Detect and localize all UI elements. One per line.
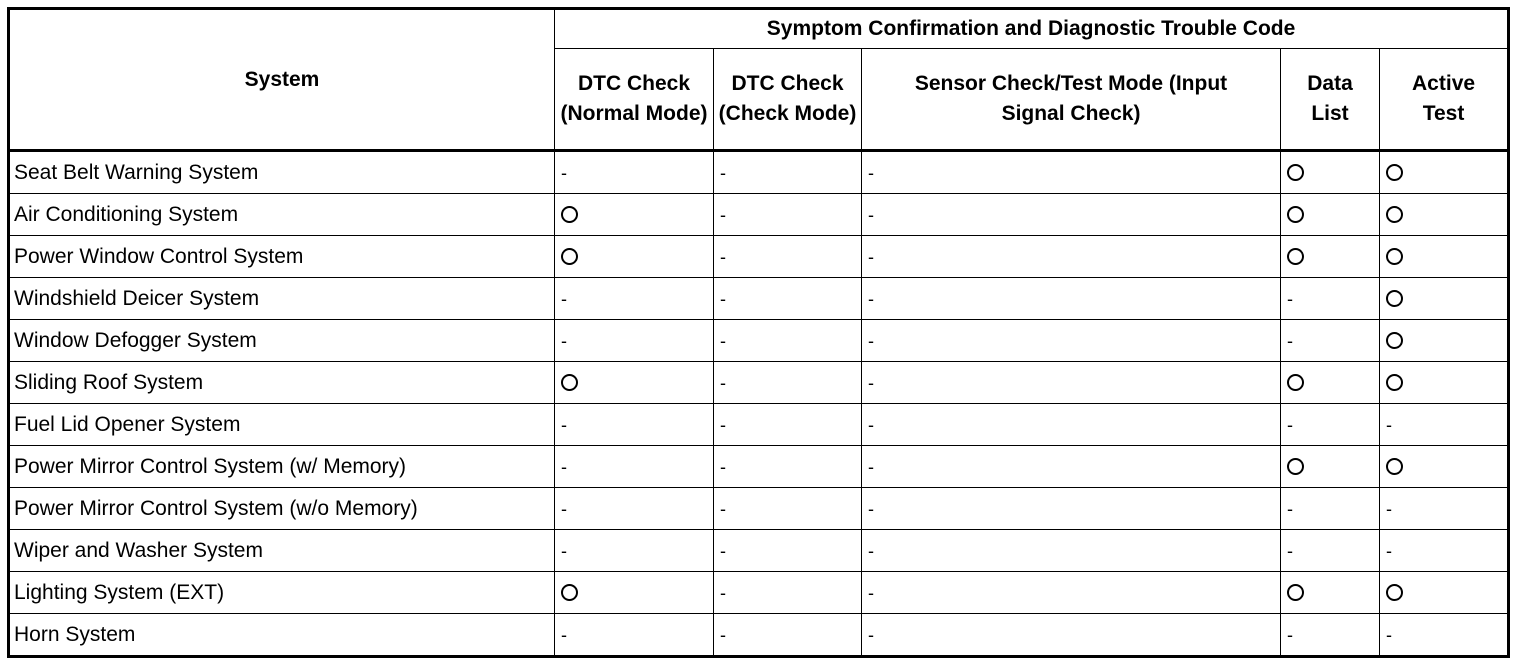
status-cell	[1380, 446, 1509, 488]
status-cell	[1281, 278, 1380, 320]
dash-mark: -	[1287, 330, 1293, 351]
dash-mark: -	[868, 162, 874, 183]
dash-mark: -	[868, 246, 874, 267]
circle-mark-icon	[1287, 374, 1304, 391]
system-name-cell: Power Window Control System	[9, 236, 555, 278]
dash-mark: -	[720, 498, 726, 519]
status-cell	[714, 572, 862, 614]
status-cell	[1281, 320, 1380, 362]
circle-mark-icon	[561, 206, 578, 223]
status-cell	[714, 446, 862, 488]
column-header-data-list: Data List	[1281, 49, 1380, 151]
status-cell	[1281, 488, 1380, 530]
status-cell	[862, 194, 1281, 236]
circle-mark-icon	[1386, 584, 1403, 601]
status-cell	[555, 194, 714, 236]
table-row	[9, 446, 1509, 488]
dash-mark: -	[720, 288, 726, 309]
status-cell	[862, 236, 1281, 278]
status-cell	[1281, 236, 1380, 278]
dash-mark: -	[1386, 540, 1392, 561]
system-name-cell: Power Mirror Control System (w/ Memory)	[9, 446, 555, 488]
status-cell	[862, 320, 1281, 362]
status-cell	[555, 151, 714, 194]
circle-mark-icon	[1386, 164, 1403, 181]
dash-mark: -	[561, 330, 567, 351]
circle-mark-icon	[1287, 206, 1304, 223]
system-name-cell: Seat Belt Warning System	[9, 151, 555, 194]
dash-mark: -	[720, 582, 726, 603]
status-cell	[714, 278, 862, 320]
dash-mark: -	[561, 414, 567, 435]
circle-mark-icon	[561, 584, 578, 601]
column-header-dtc-normal: DTC Check (Normal Mode)	[555, 49, 714, 151]
circle-mark-icon	[1386, 206, 1403, 223]
dash-mark: -	[561, 456, 567, 477]
status-cell	[555, 614, 714, 657]
status-cell	[714, 530, 862, 572]
column-header-dtc-check: DTC Check (Check Mode)	[714, 49, 862, 151]
dash-mark: -	[1287, 624, 1293, 645]
dash-mark: -	[868, 498, 874, 519]
status-cell	[1380, 236, 1509, 278]
status-cell	[555, 530, 714, 572]
status-cell	[714, 488, 862, 530]
dash-mark: -	[1287, 540, 1293, 561]
dash-mark: -	[868, 204, 874, 225]
column-header-sensor-check: Sensor Check/Test Mode (Input Signal Check)	[862, 49, 1281, 151]
status-cell	[1380, 362, 1509, 404]
status-cell	[1281, 194, 1380, 236]
dash-mark: -	[720, 246, 726, 267]
dash-mark: -	[561, 498, 567, 519]
system-name-cell: Fuel Lid Opener System	[9, 404, 555, 446]
dash-mark: -	[868, 582, 874, 603]
dash-mark: -	[868, 624, 874, 645]
status-cell	[862, 614, 1281, 657]
status-cell	[1380, 572, 1509, 614]
dash-mark: -	[1386, 624, 1392, 645]
table-row	[9, 404, 1509, 446]
status-cell	[1281, 446, 1380, 488]
circle-mark-icon	[1386, 332, 1403, 349]
diagnostic-table	[7, 7, 1510, 658]
dash-mark: -	[561, 288, 567, 309]
circle-mark-icon	[561, 248, 578, 265]
dash-mark: -	[868, 414, 874, 435]
system-column-header: System	[9, 9, 555, 151]
status-cell	[1380, 404, 1509, 446]
status-cell	[862, 404, 1281, 446]
status-cell	[555, 362, 714, 404]
diagnostic-table-container	[7, 7, 1507, 658]
system-name-cell: Air Conditioning System	[9, 194, 555, 236]
circle-mark-icon	[1386, 248, 1403, 265]
circle-mark-icon	[1287, 584, 1304, 601]
dash-mark: -	[868, 372, 874, 393]
dash-mark: -	[561, 540, 567, 561]
status-cell	[714, 151, 862, 194]
status-cell	[862, 488, 1281, 530]
dash-mark: -	[1386, 414, 1392, 435]
status-cell	[714, 614, 862, 657]
status-cell	[555, 488, 714, 530]
dash-mark: -	[720, 456, 726, 477]
status-cell	[1380, 151, 1509, 194]
dash-mark: -	[1287, 288, 1293, 309]
table-row	[9, 320, 1509, 362]
circle-mark-icon	[1287, 164, 1304, 181]
dash-mark: -	[561, 162, 567, 183]
dash-mark: -	[1287, 414, 1293, 435]
circle-mark-icon	[1287, 458, 1304, 475]
status-cell	[1281, 572, 1380, 614]
status-cell	[1281, 151, 1380, 194]
status-cell	[714, 362, 862, 404]
dash-mark: -	[720, 540, 726, 561]
circle-mark-icon	[561, 374, 578, 391]
table-row	[9, 151, 1509, 194]
status-cell	[862, 362, 1281, 404]
status-cell	[1380, 530, 1509, 572]
status-cell	[555, 320, 714, 362]
dash-mark: -	[1386, 498, 1392, 519]
table-row	[9, 488, 1509, 530]
table-row	[9, 236, 1509, 278]
status-cell	[862, 151, 1281, 194]
dash-mark: -	[720, 204, 726, 225]
table-row	[9, 572, 1509, 614]
status-cell	[1380, 488, 1509, 530]
status-cell	[714, 320, 862, 362]
status-cell	[1380, 320, 1509, 362]
system-name-cell: Windshield Deicer System	[9, 278, 555, 320]
dash-mark: -	[720, 372, 726, 393]
status-cell	[1281, 404, 1380, 446]
table-row	[9, 278, 1509, 320]
system-name-cell: Lighting System (EXT)	[9, 572, 555, 614]
status-cell	[555, 236, 714, 278]
system-name-cell: Window Defogger System	[9, 320, 555, 362]
dash-mark: -	[868, 330, 874, 351]
status-cell	[714, 194, 862, 236]
status-cell	[1380, 614, 1509, 657]
status-cell	[1281, 530, 1380, 572]
table-body	[9, 151, 1509, 657]
status-cell	[714, 236, 862, 278]
table-row	[9, 362, 1509, 404]
dash-mark: -	[720, 414, 726, 435]
status-cell	[862, 446, 1281, 488]
status-cell	[862, 530, 1281, 572]
status-cell	[1380, 194, 1509, 236]
column-header-active-test: Active Test	[1380, 49, 1509, 151]
table-row	[9, 614, 1509, 657]
group-column-header: Symptom Confirmation and Diagnostic Trouble Code	[555, 9, 1509, 49]
dash-mark: -	[561, 624, 567, 645]
circle-mark-icon	[1287, 248, 1304, 265]
status-cell	[1281, 362, 1380, 404]
status-cell	[555, 572, 714, 614]
system-name-cell: Horn System	[9, 614, 555, 657]
system-name-cell: Power Mirror Control System (w/o Memory)	[9, 488, 555, 530]
system-name-cell: Wiper and Washer System	[9, 530, 555, 572]
dash-mark: -	[868, 288, 874, 309]
status-cell	[862, 572, 1281, 614]
dash-mark: -	[868, 456, 874, 477]
status-cell	[1380, 278, 1509, 320]
status-cell	[555, 278, 714, 320]
dash-mark: -	[720, 330, 726, 351]
status-cell	[714, 404, 862, 446]
circle-mark-icon	[1386, 290, 1403, 307]
status-cell	[555, 404, 714, 446]
dash-mark: -	[1287, 498, 1293, 519]
circle-mark-icon	[1386, 458, 1403, 475]
dash-mark: -	[720, 624, 726, 645]
status-cell	[862, 278, 1281, 320]
dash-mark: -	[868, 540, 874, 561]
status-cell	[1281, 614, 1380, 657]
status-cell	[555, 446, 714, 488]
table-row	[9, 194, 1509, 236]
table-row	[9, 530, 1509, 572]
system-name-cell: Sliding Roof System	[9, 362, 555, 404]
circle-mark-icon	[1386, 374, 1403, 391]
dash-mark: -	[720, 162, 726, 183]
